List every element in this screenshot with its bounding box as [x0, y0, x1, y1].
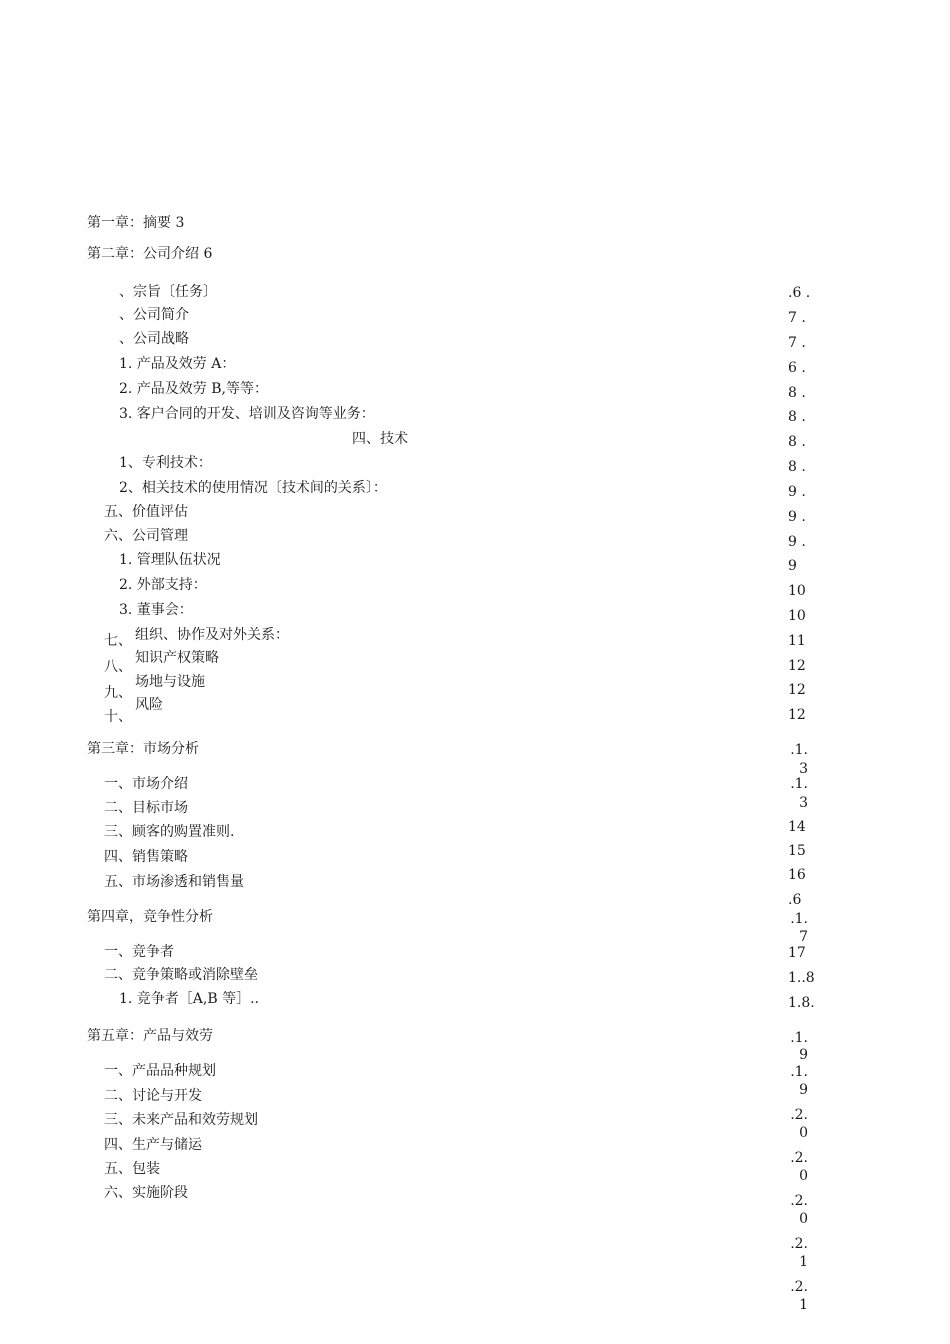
toc-page-number: 7: [799, 929, 808, 945]
toc-chapter-5[interactable]: 第五章：产品与效劳: [87, 1028, 213, 1044]
toc-page-number: 3: [799, 761, 808, 777]
toc-entry[interactable]: 五、市场渗透和销售量: [104, 874, 244, 890]
toc-page-number: 12: [788, 658, 806, 674]
toc-page-number: .1.: [790, 1064, 808, 1080]
toc-entry[interactable]: 三、未来产品和效劳规划: [104, 1112, 258, 1128]
toc-page-number: 12: [788, 707, 806, 723]
toc-page-number: .1.: [790, 776, 808, 792]
toc-page-number: 8 .: [788, 409, 806, 425]
toc-entry[interactable]: 一、产品品种规划: [104, 1063, 216, 1079]
toc-entry[interactable]: 场地与设施: [135, 674, 205, 690]
toc-page-number: 8 .: [788, 434, 806, 450]
toc-page-number: 7 .: [788, 335, 806, 351]
toc-page-number: .2.: [790, 1279, 808, 1295]
toc-page-number: 12: [788, 682, 806, 698]
toc-page-number: 0: [799, 1168, 808, 1184]
toc-page-number: .2.: [790, 1193, 808, 1209]
toc-entry-number: 七、: [104, 633, 132, 649]
toc-entry[interactable]: 、公司战略: [119, 331, 189, 347]
toc-entry-number: 九、: [104, 685, 132, 701]
toc-entry[interactable]: 风险: [135, 697, 163, 713]
toc-page-number: 9 .: [788, 484, 806, 500]
toc-page-number: 6 .: [788, 360, 806, 376]
toc-page-number: 17: [788, 945, 806, 961]
toc-page-number: .2.: [790, 1150, 808, 1166]
toc-page-number: 8 .: [788, 459, 806, 475]
toc-entry[interactable]: 三、顾客的购置准则.: [104, 824, 235, 840]
toc-page-number: 11: [788, 633, 806, 649]
toc-entry[interactable]: 四、技术: [352, 431, 408, 447]
toc-entry[interactable]: 、公司简介: [119, 307, 189, 323]
toc-entry[interactable]: 一、市场介绍: [104, 776, 188, 792]
toc-page-number: 10: [788, 583, 806, 599]
toc-page-number: 10: [788, 608, 806, 624]
toc-page-number: 0: [799, 1211, 808, 1227]
toc-page-number: 1: [799, 1297, 808, 1313]
toc-entry[interactable]: 五、价值评估: [104, 504, 188, 520]
toc-entry-number: 八、: [104, 659, 132, 675]
toc-page-number: .6: [788, 892, 802, 908]
toc-entry[interactable]: 1、专利技术：: [119, 455, 212, 471]
toc-entry[interactable]: 二、讨论与开发: [104, 1088, 202, 1104]
toc-entry[interactable]: 3. 董事会：: [119, 602, 193, 618]
toc-entry[interactable]: 六、实施阶段: [104, 1185, 188, 1201]
toc-entry[interactable]: 五、包装: [104, 1161, 160, 1177]
toc-page-number: .1.: [790, 911, 808, 927]
toc-entry[interactable]: 2. 外部支持：: [119, 577, 207, 593]
toc-entry[interactable]: 知识产权策略: [135, 650, 219, 666]
toc-page-number: 1.8.: [788, 995, 815, 1011]
toc-page-number: 9: [799, 1082, 808, 1098]
toc-entry-number: 十、: [104, 709, 132, 725]
toc-page-number: 9 .: [788, 509, 806, 525]
toc-page-number: 1: [799, 1254, 808, 1270]
toc-page-number: 15: [788, 843, 806, 859]
toc-entry[interactable]: 2、相关技术的使用情况〔技术间的关系〕：: [119, 480, 387, 496]
toc-entry[interactable]: 、宗旨〔任务〕: [119, 284, 217, 300]
toc-entry[interactable]: 一、竞争者: [104, 944, 174, 960]
toc-chapter-2[interactable]: 第二章：公司介绍 6: [87, 246, 213, 262]
toc-page-number: 1..8: [788, 970, 815, 986]
toc-entry[interactable]: 3. 客户合同的开发、培训及咨询等业务：: [119, 406, 375, 422]
toc-entry[interactable]: 组织、协作及对外关系：: [135, 627, 289, 643]
toc-entry[interactable]: 二、目标市场: [104, 800, 188, 816]
toc-chapter-3[interactable]: 第三章：市场分析: [87, 741, 199, 757]
toc-page-number: .1.: [790, 742, 808, 758]
toc-entry[interactable]: 1. 产品及效劳 A：: [119, 356, 236, 372]
toc-entry[interactable]: 四、生产与储运: [104, 1137, 202, 1153]
toc-page-number: 0: [799, 1125, 808, 1141]
toc-chapter-1[interactable]: 第一章：摘要 3: [87, 215, 185, 231]
toc-page-number: 9: [799, 1047, 808, 1063]
toc-page-number: 9 .: [788, 534, 806, 550]
toc-entry[interactable]: 1. 管理队伍状况: [119, 552, 221, 568]
toc-page-number: 8 .: [788, 385, 806, 401]
toc-page-number: 9: [788, 558, 797, 574]
toc-entry[interactable]: 四、销售策略: [104, 849, 188, 865]
toc-page-number: .2.: [790, 1236, 808, 1252]
toc-chapter-4[interactable]: 第四章，竞争性分析: [87, 909, 213, 925]
toc-entry[interactable]: 1. 竞争者［A,B 等］..: [119, 991, 260, 1007]
toc-entry[interactable]: 二、竞争策略或消除壁垒: [104, 967, 258, 983]
toc-page-number: 16: [788, 867, 806, 883]
toc-page-number: 3: [799, 795, 808, 811]
toc-page-number: .6 .: [788, 285, 811, 301]
toc-entry[interactable]: 2. 产品及效劳 B,等等：: [119, 381, 268, 397]
toc-page-number: 14: [788, 819, 806, 835]
toc-page-number: .2.: [790, 1107, 808, 1123]
toc-page-number: 7 .: [788, 310, 806, 326]
toc-entry[interactable]: 六、公司管理: [104, 528, 188, 544]
toc-page-number: .1.: [790, 1030, 808, 1046]
